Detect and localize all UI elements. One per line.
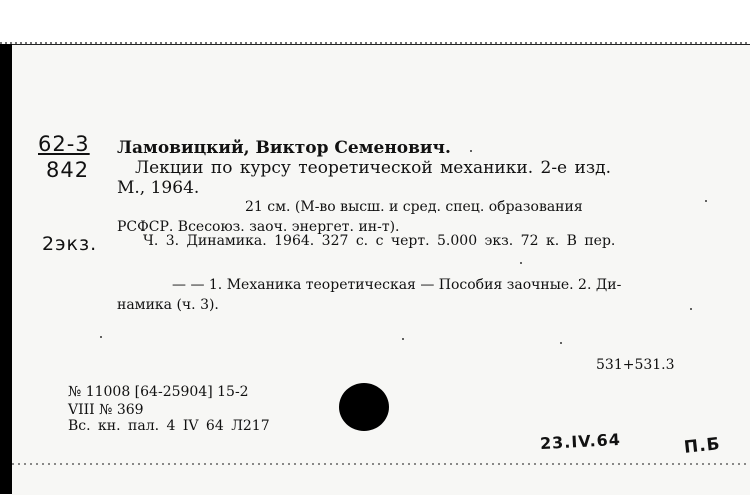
handwritten-initials: П.Б [683, 434, 722, 458]
card-hole [339, 383, 389, 431]
scan-speck [705, 200, 707, 202]
scan-speck [690, 308, 692, 310]
call-number: 62-3 [38, 132, 90, 156]
part-line: Ч. 3. Динамика. 1964. 327 с. с черт. 5.000 экз. 72 к. В пер. [143, 233, 616, 249]
imprint: М., 1964. [117, 178, 200, 198]
card-bottom-edge [0, 463, 750, 465]
scan-speck [470, 150, 472, 152]
scan-speck [100, 336, 102, 338]
scan-speck [520, 262, 522, 264]
scan-speck [402, 338, 404, 340]
series-number: VIII № 369 [68, 402, 144, 418]
publisher-line: РСФСР. Всесоюз. заоч. энергет. ин-т). [117, 219, 400, 235]
classification-index: 531+531.3 [596, 357, 675, 373]
handwritten-date: 23.IV.64 [539, 429, 622, 454]
size-line: 21 см. (М-во высш. и сред. спец. образования [245, 199, 583, 215]
book-chamber-line: Вс. кн. пал. 4 IV 64 Л217 [68, 418, 270, 434]
copies-note: 2экз. [42, 233, 98, 255]
scan-left-edge [0, 44, 12, 494]
subjects-line-2: намика (ч. 3). [117, 297, 219, 313]
book-title: Лекции по курсу теоретической механики. 2-е изд. [135, 158, 611, 178]
scan-speck [560, 342, 562, 344]
subjects-line-1: — — 1. Механика теоретическая — Пособия заочные. 2. Ди- [172, 277, 622, 293]
author-heading: Ламовицкий, Виктор Семенович. [117, 138, 451, 158]
record-number: № 11008 [64-25904] 15-2 [68, 384, 249, 400]
shelf-number: 842 [46, 158, 90, 182]
